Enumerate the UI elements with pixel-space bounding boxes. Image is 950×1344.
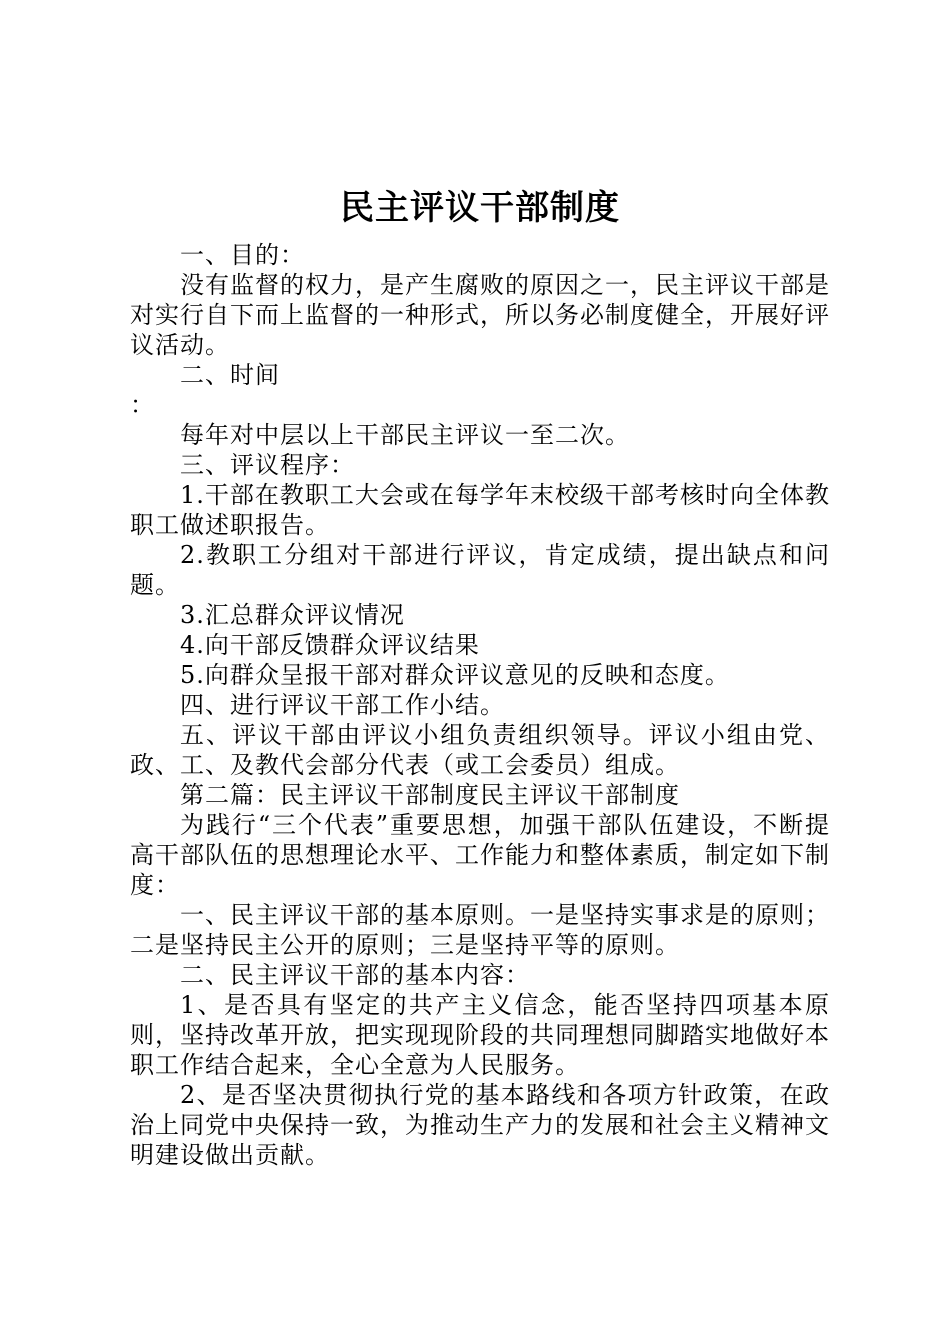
paragraph: 每年对中层以上干部民主评议一至二次。 xyxy=(180,421,630,449)
part-two-heading: 第二篇：民主评议干部制度民主评议干部制度 xyxy=(180,781,680,809)
section-heading-purpose: 一、目的： xyxy=(180,241,305,269)
list-item: 1.干部在教职工大会或在每学年末校级干部考核时向全体教职工做述职报告。 xyxy=(130,481,830,539)
list-item: 2.教职工分组对干部进行评议，肯定成绩，提出缺点和问题。 xyxy=(130,541,830,599)
paragraph: 没有监督的权力，是产生腐败的原因之一，民主评议干部是对实行自下而上监督的一种形式，所以务必制度健全，开展好评议活动。 xyxy=(130,271,830,359)
document-page xyxy=(130,186,830,1170)
document-title: 民主评议干部制度 xyxy=(340,188,620,228)
section-heading-procedure: 三、评议程序： xyxy=(180,451,355,479)
section-heading-time: 二、时间 xyxy=(180,361,280,389)
section-heading-summary: 四、进行评议干部工作小结。 xyxy=(180,691,505,719)
paragraph: 一、民主评议干部的基本原则。一是坚持实事求是的原则；二是坚持民主公开的原则；三是坚持平等的原则。 xyxy=(130,901,830,959)
paragraph: 为践行“三个代表”重要思想，加强干部队伍建设，不断提高干部队伍的思想理论水平、工作能力和整体素质，制定如下制度： xyxy=(130,811,830,899)
list-item: 3.汇总群众评议情况 xyxy=(180,601,405,629)
list-item: 5.向群众呈报干部对群众评议意见的反映和态度。 xyxy=(180,661,730,689)
paragraph: ： xyxy=(130,391,155,419)
list-item: 1、是否具有坚定的共产主义信念，能否坚持四项基本原则，坚持改革开放，把实现现阶段的共同理想同脚踏实地做好本职工作结合起来，全心全意为人民服务。 xyxy=(130,991,830,1079)
list-item: 4.向干部反馈群众评议结果 xyxy=(180,631,480,659)
list-item: 2、是否坚决贯彻执行党的基本路线和各项方针政策，在政治上同党中央保持一致，为推动生产力的发展和社会主义精神文明建设做出贡献。 xyxy=(130,1081,830,1169)
section-heading-content: 二、民主评议干部的基本内容： xyxy=(180,961,530,989)
section-heading-organization: 五、评议干部由评议小组负责组织领导。评议小组由党、政、工、及教代会部分代表（或工会委员）组成。 xyxy=(130,721,830,779)
